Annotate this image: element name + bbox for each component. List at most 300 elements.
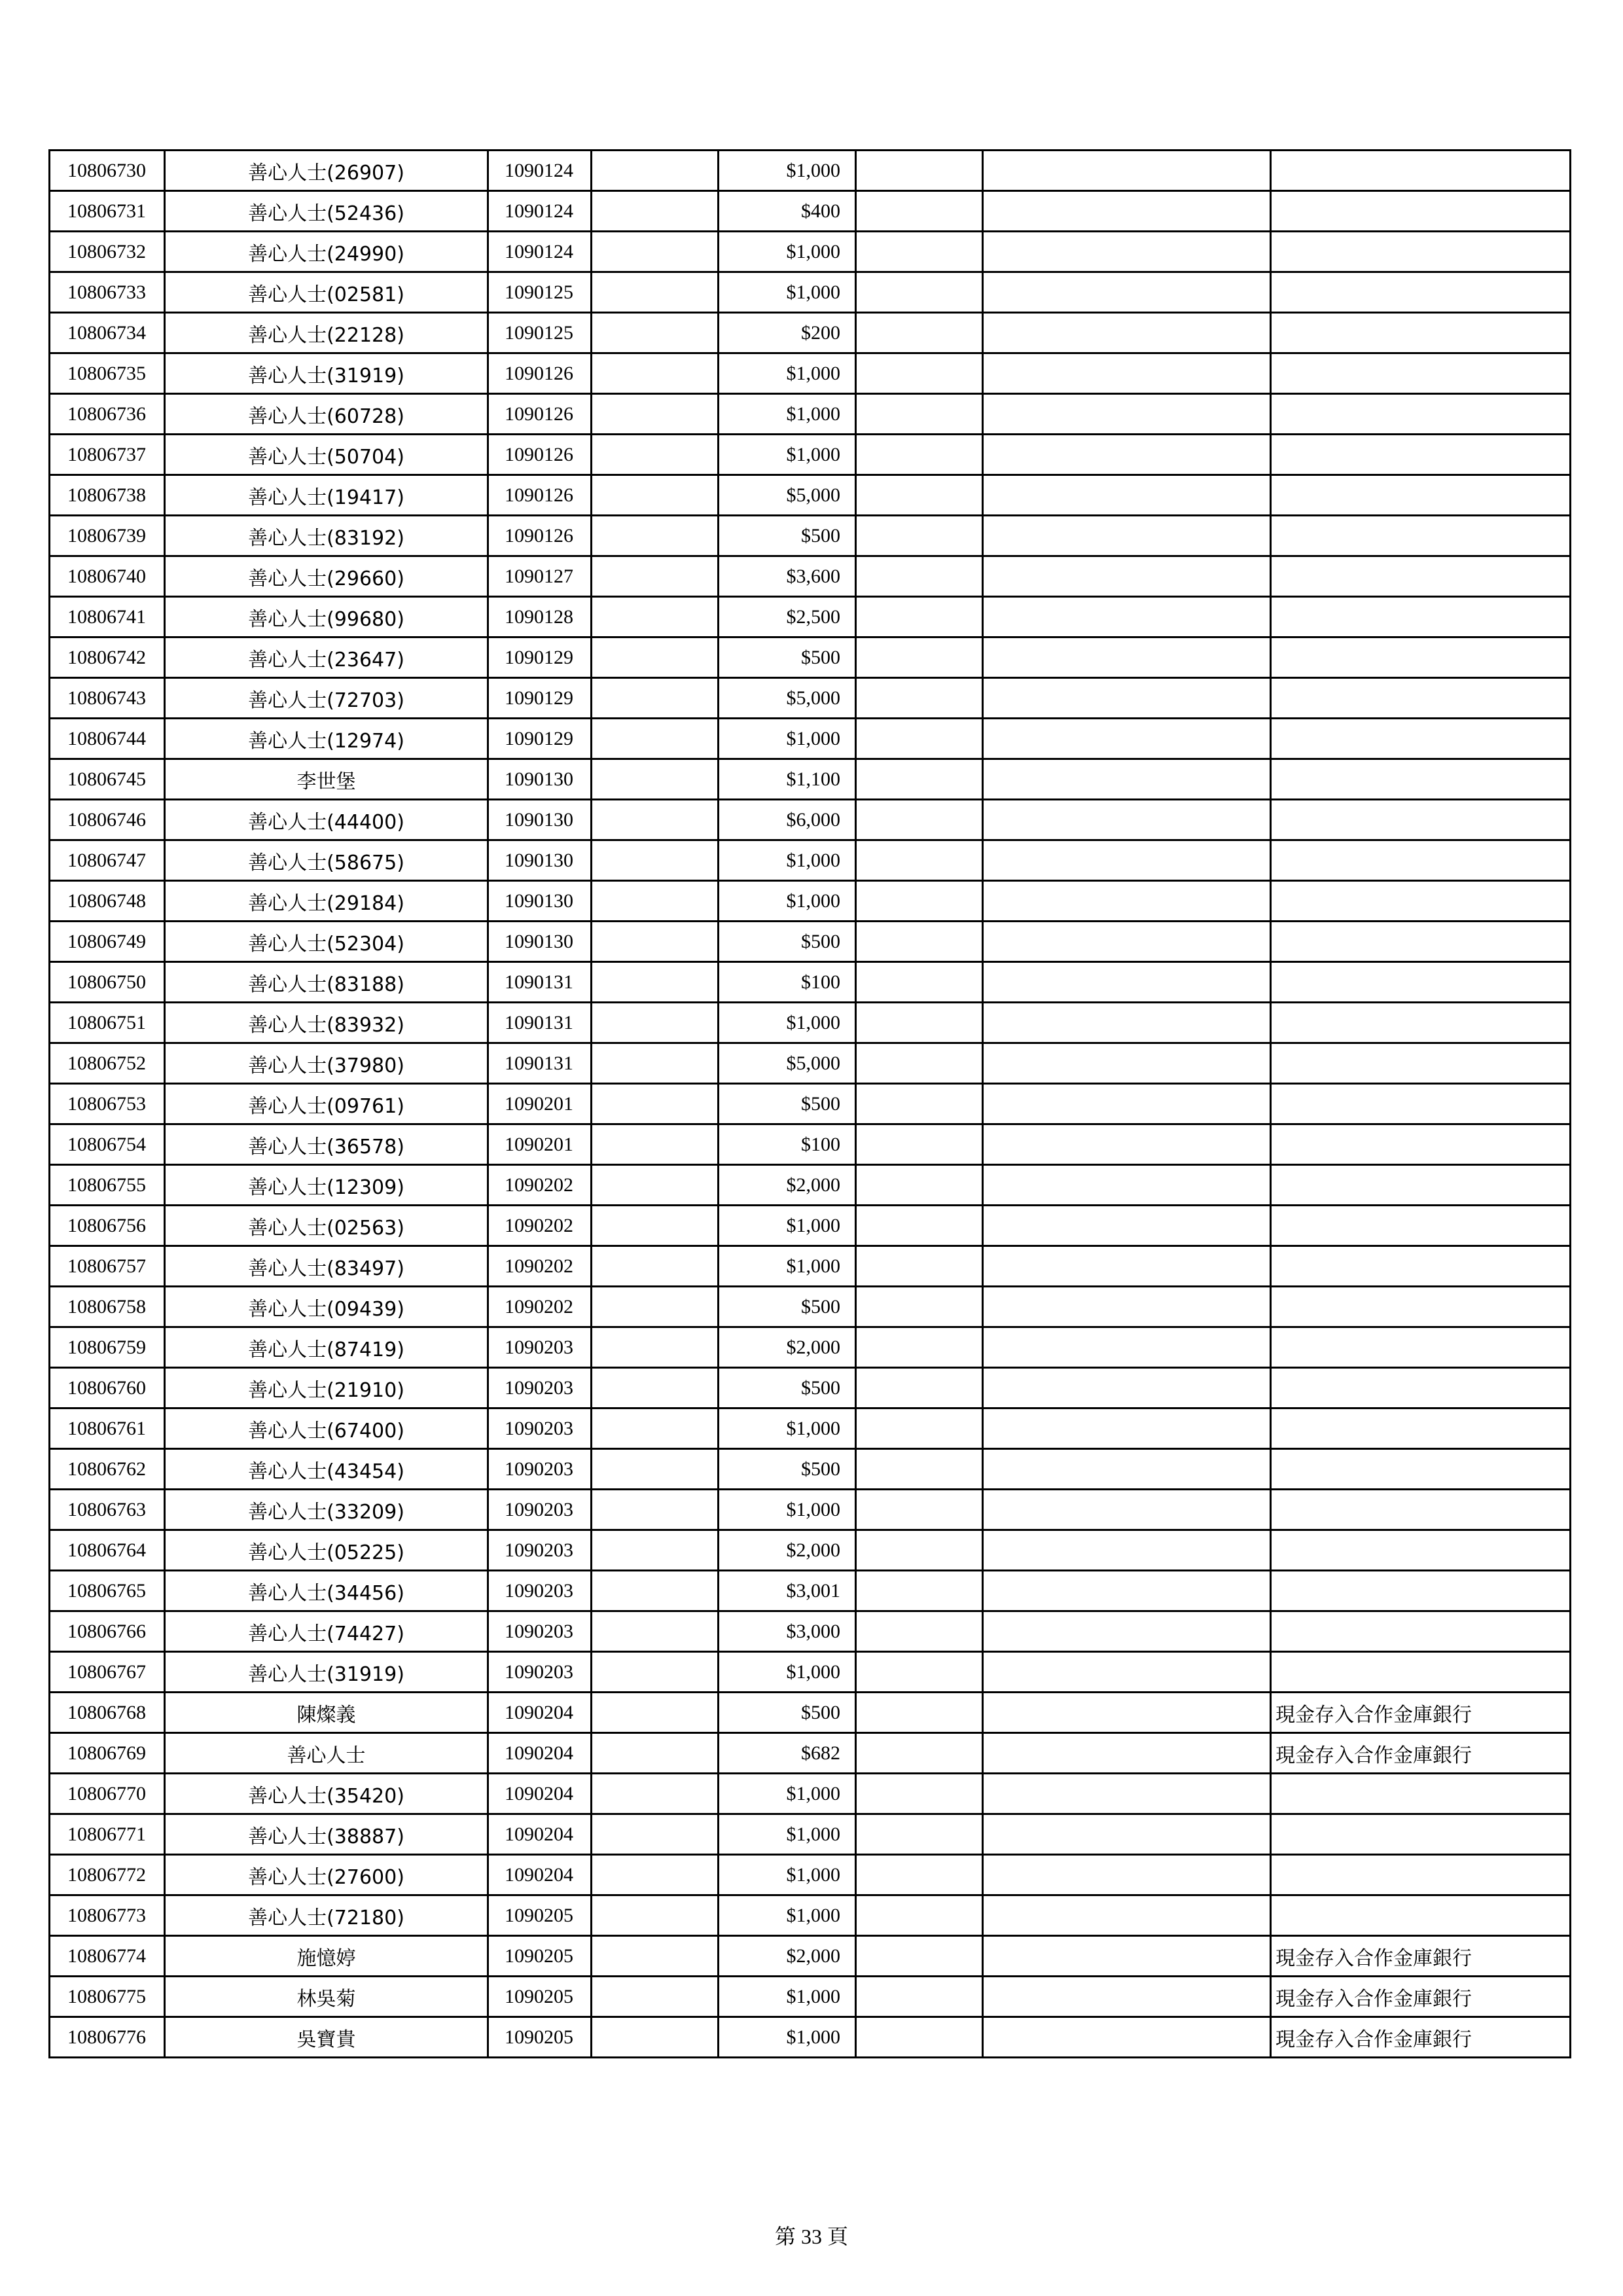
table-row bbox=[50, 1043, 1571, 1084]
note-cell bbox=[1271, 1287, 1571, 1327]
blank-cell bbox=[856, 1693, 983, 1733]
note-cell bbox=[1271, 516, 1571, 556]
serial-cell: 10806743 bbox=[50, 678, 165, 719]
note-cell bbox=[1271, 1368, 1571, 1408]
date-cell: 1090127 bbox=[488, 556, 592, 597]
note-cell bbox=[1271, 962, 1571, 1003]
table-row bbox=[50, 191, 1571, 232]
blank-cell bbox=[592, 313, 719, 353]
blank-cell bbox=[592, 191, 719, 232]
note-cell bbox=[1271, 678, 1571, 719]
date-cell: 1090129 bbox=[488, 719, 592, 759]
blank-cell bbox=[983, 394, 1271, 435]
blank-cell bbox=[856, 800, 983, 840]
date-cell: 1090129 bbox=[488, 637, 592, 678]
date-cell: 1090203 bbox=[488, 1368, 592, 1408]
donor-name-cell: 善心人士(52436) bbox=[165, 191, 488, 232]
note-cell bbox=[1271, 394, 1571, 435]
serial-cell: 10806752 bbox=[50, 1043, 165, 1084]
blank-cell bbox=[983, 1530, 1271, 1571]
blank-cell bbox=[856, 1774, 983, 1814]
table-row bbox=[50, 1408, 1571, 1449]
blank-cell bbox=[592, 151, 719, 191]
blank-cell bbox=[983, 1733, 1271, 1774]
serial-cell: 10806773 bbox=[50, 1895, 165, 1936]
serial-cell: 10806753 bbox=[50, 1084, 165, 1124]
date-cell: 1090124 bbox=[488, 151, 592, 191]
note-cell bbox=[1271, 272, 1571, 313]
serial-cell: 10806775 bbox=[50, 1977, 165, 2017]
donor-name-cell: 善心人士(72180) bbox=[165, 1895, 488, 1936]
serial-cell: 10806734 bbox=[50, 313, 165, 353]
blank-cell bbox=[856, 1814, 983, 1855]
amount-cell: $500 bbox=[719, 1693, 856, 1733]
donor-name-cell: 善心人士(27600) bbox=[165, 1855, 488, 1895]
table-row bbox=[50, 1936, 1571, 1977]
ledger-body bbox=[50, 151, 1571, 2058]
serial-cell: 10806776 bbox=[50, 2017, 165, 2058]
amount-cell: $1,000 bbox=[719, 435, 856, 475]
blank-cell bbox=[856, 840, 983, 881]
blank-cell bbox=[592, 1895, 719, 1936]
blank-cell bbox=[592, 1693, 719, 1733]
donor-name-cell: 善心人士(29184) bbox=[165, 881, 488, 922]
serial-cell: 10806754 bbox=[50, 1124, 165, 1165]
table-row bbox=[50, 597, 1571, 637]
blank-cell bbox=[983, 1327, 1271, 1368]
blank-cell bbox=[856, 475, 983, 516]
amount-cell: $500 bbox=[719, 637, 856, 678]
blank-cell bbox=[592, 394, 719, 435]
amount-cell: $5,000 bbox=[719, 1043, 856, 1084]
amount-cell: $200 bbox=[719, 313, 856, 353]
donation-ledger bbox=[48, 149, 1569, 2058]
donor-name-cell: 善心人士(22128) bbox=[165, 313, 488, 353]
note-cell bbox=[1271, 1246, 1571, 1287]
blank-cell bbox=[983, 1895, 1271, 1936]
blank-cell bbox=[983, 1693, 1271, 1733]
amount-cell: $1,000 bbox=[719, 1895, 856, 1936]
table-row bbox=[50, 435, 1571, 475]
donor-name-cell: 善心人士(36578) bbox=[165, 1124, 488, 1165]
blank-cell bbox=[592, 719, 719, 759]
donor-name-cell: 善心人士(74427) bbox=[165, 1611, 488, 1652]
note-cell bbox=[1271, 151, 1571, 191]
donor-name-cell: 善心人士(21910) bbox=[165, 1368, 488, 1408]
date-cell: 1090203 bbox=[488, 1530, 592, 1571]
blank-cell bbox=[983, 1490, 1271, 1530]
note-cell bbox=[1271, 1206, 1571, 1246]
table-row bbox=[50, 1206, 1571, 1246]
blank-cell bbox=[983, 597, 1271, 637]
note-cell bbox=[1271, 1652, 1571, 1693]
serial-cell: 10806733 bbox=[50, 272, 165, 313]
amount-cell: $500 bbox=[719, 1368, 856, 1408]
blank-cell bbox=[983, 1043, 1271, 1084]
date-cell: 1090126 bbox=[488, 435, 592, 475]
amount-cell: $1,100 bbox=[719, 759, 856, 800]
donor-name-cell: 善心人士(09761) bbox=[165, 1084, 488, 1124]
note-cell: 現金存入合作金庫銀行 bbox=[1271, 1977, 1571, 2017]
note-cell bbox=[1271, 1084, 1571, 1124]
amount-cell: $1,000 bbox=[719, 394, 856, 435]
date-cell: 1090128 bbox=[488, 597, 592, 637]
donor-name-cell: 善心人士(19417) bbox=[165, 475, 488, 516]
table-row bbox=[50, 1895, 1571, 1936]
serial-cell: 10806756 bbox=[50, 1206, 165, 1246]
date-cell: 1090205 bbox=[488, 1977, 592, 2017]
note-cell bbox=[1271, 637, 1571, 678]
date-cell: 1090203 bbox=[488, 1490, 592, 1530]
blank-cell bbox=[983, 1165, 1271, 1206]
blank-cell bbox=[983, 678, 1271, 719]
table-row bbox=[50, 840, 1571, 881]
page-number: 第 33 頁 bbox=[774, 2225, 848, 2248]
table-row bbox=[50, 1774, 1571, 1814]
blank-cell bbox=[592, 759, 719, 800]
blank-cell bbox=[856, 922, 983, 962]
blank-cell bbox=[856, 1611, 983, 1652]
blank-cell bbox=[983, 719, 1271, 759]
note-cell bbox=[1271, 1530, 1571, 1571]
blank-cell bbox=[592, 1530, 719, 1571]
blank-cell bbox=[856, 1895, 983, 1936]
date-cell: 1090130 bbox=[488, 800, 592, 840]
table-row bbox=[50, 678, 1571, 719]
blank-cell bbox=[856, 1408, 983, 1449]
blank-cell bbox=[856, 394, 983, 435]
serial-cell: 10806731 bbox=[50, 191, 165, 232]
blank-cell bbox=[983, 1855, 1271, 1895]
donor-name-cell: 善心人士(29660) bbox=[165, 556, 488, 597]
blank-cell bbox=[983, 1814, 1271, 1855]
blank-cell bbox=[856, 1287, 983, 1327]
donor-name-cell: 善心人士(12974) bbox=[165, 719, 488, 759]
amount-cell: $1,000 bbox=[719, 881, 856, 922]
table-row bbox=[50, 1571, 1571, 1611]
serial-cell: 10806749 bbox=[50, 922, 165, 962]
blank-cell bbox=[592, 1124, 719, 1165]
amount-cell: $500 bbox=[719, 516, 856, 556]
blank-cell bbox=[592, 1652, 719, 1693]
date-cell: 1090201 bbox=[488, 1124, 592, 1165]
date-cell: 1090204 bbox=[488, 1814, 592, 1855]
note-cell bbox=[1271, 1774, 1571, 1814]
date-cell: 1090205 bbox=[488, 2017, 592, 2058]
amount-cell: $100 bbox=[719, 962, 856, 1003]
blank-cell bbox=[592, 475, 719, 516]
blank-cell bbox=[856, 597, 983, 637]
serial-cell: 10806735 bbox=[50, 353, 165, 394]
amount-cell: $1,000 bbox=[719, 1814, 856, 1855]
note-cell bbox=[1271, 475, 1571, 516]
donor-name-cell: 善心人士(87419) bbox=[165, 1327, 488, 1368]
serial-cell: 10806750 bbox=[50, 962, 165, 1003]
amount-cell: $5,000 bbox=[719, 475, 856, 516]
donor-name-cell: 善心人士(83188) bbox=[165, 962, 488, 1003]
donor-name-cell: 李世堡 bbox=[165, 759, 488, 800]
table-row bbox=[50, 1246, 1571, 1287]
donor-name-cell: 善心人士(44400) bbox=[165, 800, 488, 840]
date-cell: 1090130 bbox=[488, 759, 592, 800]
date-cell: 1090203 bbox=[488, 1408, 592, 1449]
blank-cell bbox=[856, 1652, 983, 1693]
blank-cell bbox=[592, 1490, 719, 1530]
blank-cell bbox=[592, 1043, 719, 1084]
note-cell: 現金存入合作金庫銀行 bbox=[1271, 1733, 1571, 1774]
blank-cell bbox=[592, 1571, 719, 1611]
date-cell: 1090202 bbox=[488, 1206, 592, 1246]
blank-cell bbox=[983, 1611, 1271, 1652]
donor-name-cell: 施憶婷 bbox=[165, 1936, 488, 1977]
amount-cell: $2,500 bbox=[719, 597, 856, 637]
note-cell bbox=[1271, 1124, 1571, 1165]
blank-cell bbox=[592, 800, 719, 840]
note-cell bbox=[1271, 597, 1571, 637]
serial-cell: 10806747 bbox=[50, 840, 165, 881]
table-row bbox=[50, 475, 1571, 516]
blank-cell bbox=[592, 962, 719, 1003]
date-cell: 1090125 bbox=[488, 272, 592, 313]
serial-cell: 10806742 bbox=[50, 637, 165, 678]
donor-name-cell: 善心人士 bbox=[165, 1733, 488, 1774]
date-cell: 1090204 bbox=[488, 1693, 592, 1733]
amount-cell: $1,000 bbox=[719, 2017, 856, 2058]
blank-cell bbox=[983, 1246, 1271, 1287]
table-row bbox=[50, 881, 1571, 922]
blank-cell bbox=[856, 353, 983, 394]
table-row bbox=[50, 1165, 1571, 1206]
blank-cell bbox=[983, 1571, 1271, 1611]
blank-cell bbox=[856, 1490, 983, 1530]
date-cell: 1090126 bbox=[488, 394, 592, 435]
blank-cell bbox=[592, 232, 719, 272]
serial-cell: 10806767 bbox=[50, 1652, 165, 1693]
donor-name-cell: 善心人士(02581) bbox=[165, 272, 488, 313]
note-cell bbox=[1271, 759, 1571, 800]
table-row bbox=[50, 556, 1571, 597]
serial-cell: 10806739 bbox=[50, 516, 165, 556]
donor-name-cell: 善心人士(38887) bbox=[165, 1814, 488, 1855]
amount-cell: $2,000 bbox=[719, 1936, 856, 1977]
table-row bbox=[50, 1977, 1571, 2017]
table-row bbox=[50, 1287, 1571, 1327]
blank-cell bbox=[983, 353, 1271, 394]
note-cell bbox=[1271, 1449, 1571, 1490]
donor-name-cell: 善心人士(31919) bbox=[165, 1652, 488, 1693]
amount-cell: $3,000 bbox=[719, 1611, 856, 1652]
blank-cell bbox=[983, 1368, 1271, 1408]
table-row bbox=[50, 719, 1571, 759]
blank-cell bbox=[592, 1246, 719, 1287]
table-row bbox=[50, 759, 1571, 800]
note-cell bbox=[1271, 435, 1571, 475]
amount-cell: $1,000 bbox=[719, 1246, 856, 1287]
table-row bbox=[50, 1124, 1571, 1165]
table-row bbox=[50, 1855, 1571, 1895]
amount-cell: $2,000 bbox=[719, 1530, 856, 1571]
table-row bbox=[50, 394, 1571, 435]
blank-cell bbox=[592, 678, 719, 719]
donor-name-cell: 善心人士(34456) bbox=[165, 1571, 488, 1611]
note-cell bbox=[1271, 1408, 1571, 1449]
donor-name-cell: 善心人士(43454) bbox=[165, 1449, 488, 1490]
blank-cell bbox=[983, 1774, 1271, 1814]
serial-cell: 10806761 bbox=[50, 1408, 165, 1449]
blank-cell bbox=[856, 637, 983, 678]
amount-cell: $2,000 bbox=[719, 1165, 856, 1206]
blank-cell bbox=[856, 1733, 983, 1774]
donor-name-cell: 善心人士(12309) bbox=[165, 1165, 488, 1206]
blank-cell bbox=[592, 922, 719, 962]
serial-cell: 10806746 bbox=[50, 800, 165, 840]
table-row bbox=[50, 637, 1571, 678]
table-row bbox=[50, 2017, 1571, 2058]
blank-cell bbox=[983, 232, 1271, 272]
table-row bbox=[50, 516, 1571, 556]
serial-cell: 10806741 bbox=[50, 597, 165, 637]
amount-cell: $1,000 bbox=[719, 151, 856, 191]
note-cell bbox=[1271, 1003, 1571, 1043]
date-cell: 1090130 bbox=[488, 840, 592, 881]
table-row bbox=[50, 1368, 1571, 1408]
donor-name-cell: 林吳菊 bbox=[165, 1977, 488, 2017]
blank-cell bbox=[983, 1206, 1271, 1246]
blank-cell bbox=[983, 151, 1271, 191]
blank-cell bbox=[592, 840, 719, 881]
blank-cell bbox=[856, 2017, 983, 2058]
date-cell: 1090205 bbox=[488, 1895, 592, 1936]
blank-cell bbox=[592, 1327, 719, 1368]
note-cell bbox=[1271, 1855, 1571, 1895]
blank-cell bbox=[592, 556, 719, 597]
table-row bbox=[50, 1084, 1571, 1124]
blank-cell bbox=[856, 1855, 983, 1895]
blank-cell bbox=[983, 556, 1271, 597]
blank-cell bbox=[592, 1206, 719, 1246]
blank-cell bbox=[983, 1003, 1271, 1043]
blank-cell bbox=[856, 1246, 983, 1287]
donor-name-cell: 善心人士(26907) bbox=[165, 151, 488, 191]
blank-cell bbox=[983, 1408, 1271, 1449]
date-cell: 1090202 bbox=[488, 1246, 592, 1287]
serial-cell: 10806772 bbox=[50, 1855, 165, 1895]
serial-cell: 10806758 bbox=[50, 1287, 165, 1327]
blank-cell bbox=[983, 881, 1271, 922]
blank-cell bbox=[592, 1408, 719, 1449]
blank-cell bbox=[856, 678, 983, 719]
amount-cell: $3,600 bbox=[719, 556, 856, 597]
blank-cell bbox=[856, 556, 983, 597]
amount-cell: $682 bbox=[719, 1733, 856, 1774]
date-cell: 1090203 bbox=[488, 1327, 592, 1368]
blank-cell bbox=[856, 1936, 983, 1977]
blank-cell bbox=[592, 1611, 719, 1652]
note-cell: 現金存入合作金庫銀行 bbox=[1271, 1693, 1571, 1733]
blank-cell bbox=[592, 1977, 719, 2017]
blank-cell bbox=[592, 597, 719, 637]
donor-name-cell: 善心人士(23647) bbox=[165, 637, 488, 678]
serial-cell: 10806762 bbox=[50, 1449, 165, 1490]
date-cell: 1090203 bbox=[488, 1652, 592, 1693]
donor-name-cell: 善心人士(09439) bbox=[165, 1287, 488, 1327]
table-row bbox=[50, 1652, 1571, 1693]
date-cell: 1090125 bbox=[488, 313, 592, 353]
blank-cell bbox=[856, 1206, 983, 1246]
donor-name-cell: 善心人士(02563) bbox=[165, 1206, 488, 1246]
date-cell: 1090131 bbox=[488, 962, 592, 1003]
blank-cell bbox=[592, 1165, 719, 1206]
amount-cell: $1,000 bbox=[719, 1977, 856, 2017]
serial-cell: 10806738 bbox=[50, 475, 165, 516]
serial-cell: 10806770 bbox=[50, 1774, 165, 1814]
blank-cell bbox=[592, 1814, 719, 1855]
blank-cell bbox=[856, 313, 983, 353]
blank-cell bbox=[592, 1368, 719, 1408]
table-row bbox=[50, 1693, 1571, 1733]
blank-cell bbox=[983, 840, 1271, 881]
serial-cell: 10806751 bbox=[50, 1003, 165, 1043]
table-row bbox=[50, 1611, 1571, 1652]
donor-name-cell: 善心人士(83497) bbox=[165, 1246, 488, 1287]
note-cell bbox=[1271, 191, 1571, 232]
blank-cell bbox=[592, 1855, 719, 1895]
blank-cell bbox=[856, 272, 983, 313]
amount-cell: $3,001 bbox=[719, 1571, 856, 1611]
date-cell: 1090203 bbox=[488, 1571, 592, 1611]
blank-cell bbox=[983, 191, 1271, 232]
blank-cell bbox=[592, 1084, 719, 1124]
note-cell bbox=[1271, 1814, 1571, 1855]
serial-cell: 10806765 bbox=[50, 1571, 165, 1611]
amount-cell: $1,000 bbox=[719, 232, 856, 272]
table-row bbox=[50, 1327, 1571, 1368]
blank-cell bbox=[592, 881, 719, 922]
blank-cell bbox=[856, 516, 983, 556]
blank-cell bbox=[983, 313, 1271, 353]
blank-cell bbox=[592, 2017, 719, 2058]
blank-cell bbox=[856, 435, 983, 475]
table-row bbox=[50, 353, 1571, 394]
blank-cell bbox=[856, 719, 983, 759]
amount-cell: $1,000 bbox=[719, 1652, 856, 1693]
date-cell: 1090131 bbox=[488, 1043, 592, 1084]
note-cell bbox=[1271, 840, 1571, 881]
donor-name-cell: 善心人士(37980) bbox=[165, 1043, 488, 1084]
serial-cell: 10806732 bbox=[50, 232, 165, 272]
date-cell: 1090126 bbox=[488, 516, 592, 556]
amount-cell: $2,000 bbox=[719, 1327, 856, 1368]
amount-cell: $400 bbox=[719, 191, 856, 232]
amount-cell: $1,000 bbox=[719, 1003, 856, 1043]
serial-cell: 10806774 bbox=[50, 1936, 165, 1977]
serial-cell: 10806736 bbox=[50, 394, 165, 435]
blank-cell bbox=[856, 232, 983, 272]
table-row bbox=[50, 1003, 1571, 1043]
amount-cell: $500 bbox=[719, 1287, 856, 1327]
blank-cell bbox=[856, 1124, 983, 1165]
amount-cell: $1,000 bbox=[719, 1774, 856, 1814]
donor-name-cell: 善心人士(33209) bbox=[165, 1490, 488, 1530]
blank-cell bbox=[983, 1287, 1271, 1327]
date-cell: 1090204 bbox=[488, 1733, 592, 1774]
amount-cell: $500 bbox=[719, 1449, 856, 1490]
date-cell: 1090126 bbox=[488, 475, 592, 516]
note-cell bbox=[1271, 313, 1571, 353]
blank-cell bbox=[592, 1936, 719, 1977]
donor-name-cell: 善心人士(35420) bbox=[165, 1774, 488, 1814]
date-cell: 1090205 bbox=[488, 1936, 592, 1977]
